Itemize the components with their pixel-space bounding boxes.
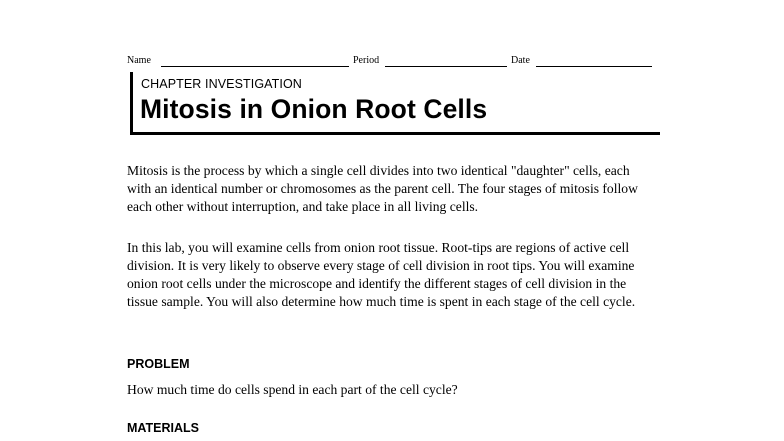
page-title: Mitosis in Onion Root Cells xyxy=(140,94,488,124)
name-label: Name xyxy=(127,55,151,66)
chapter-kicker: CHAPTER INVESTIGATION xyxy=(141,77,302,91)
intro-paragraph-2: In this lab, you will examine cells from onion root tissue. Root-tips are regions of active cell division. It is very likely to observe every stage of cell division in root tips. You will examine onion root cells under the microscope and identify the different stages of cell division in the tissue sample. You will also determine how much time is spent in each stage of the cell cycle. xyxy=(127,240,636,309)
period-field[interactable] xyxy=(385,66,507,67)
name-field[interactable] xyxy=(161,66,349,67)
student-info-row xyxy=(127,55,657,69)
period-label: Period xyxy=(353,55,380,66)
intro-paragraph-1: Mitosis is the process by which a single cell divides into two identical "daughter" cells, each with an identical number or chromosomes as the parent cell. The four stages of mitosis follow each other without interruption, and take place in all living cells. xyxy=(127,163,638,214)
problem-text: How much time do cells spend in each part of the cell cycle? xyxy=(127,382,458,397)
materials-heading: MATERIALS xyxy=(127,421,199,435)
date-label: Date xyxy=(511,55,530,66)
date-field[interactable] xyxy=(536,66,652,67)
chapter-header xyxy=(130,72,660,135)
problem-heading: PROBLEM xyxy=(127,357,190,371)
